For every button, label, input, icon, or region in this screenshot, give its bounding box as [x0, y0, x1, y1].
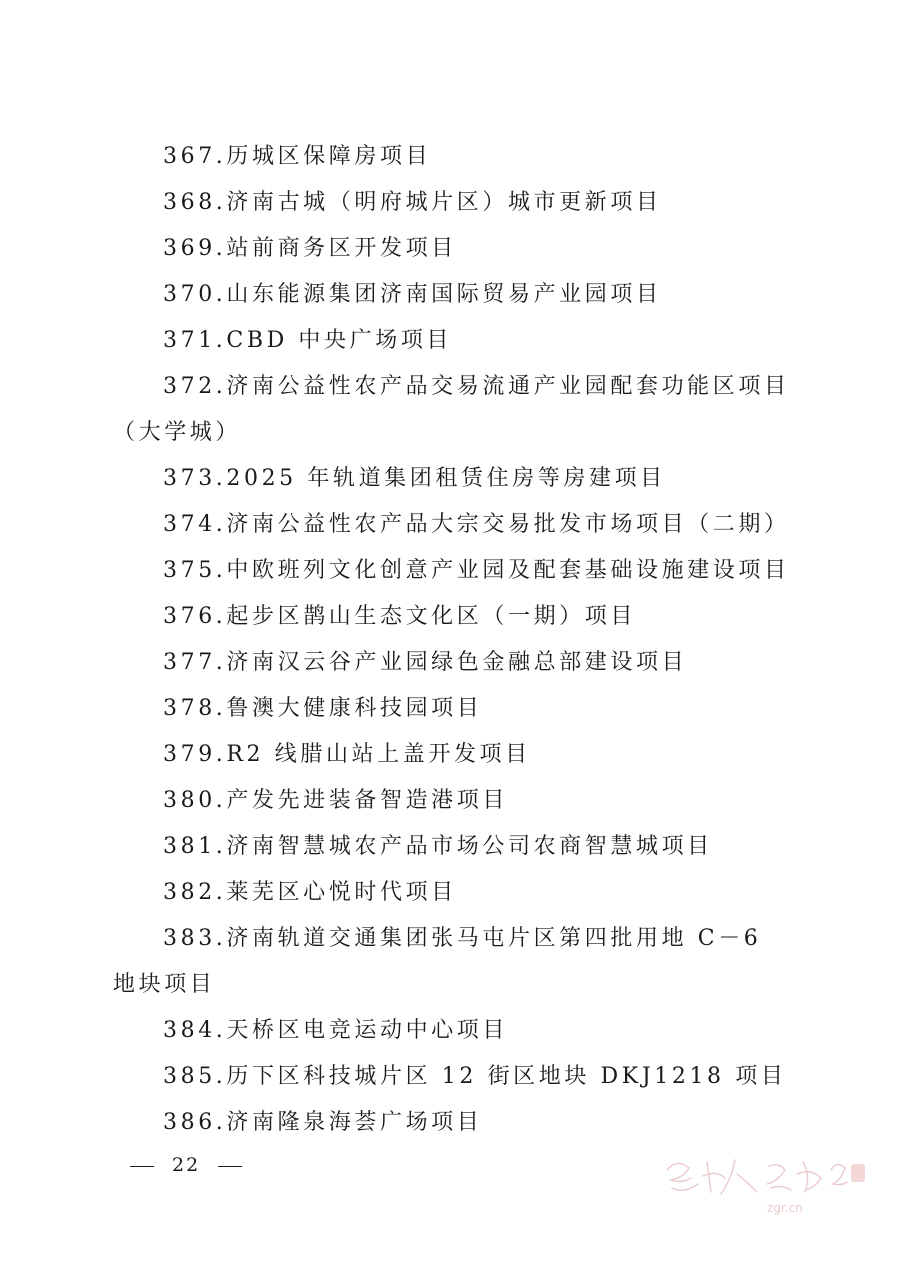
list-item: 377.济南汉云谷产业园绿色金融总部建设项目 — [163, 650, 688, 675]
list-item: 379.R2 线腊山站上盖开发项目 — [163, 742, 531, 767]
list-item: 374.济南公益性农产品大宗交易批发市场项目（二期） — [163, 512, 790, 537]
list-item: 367.历城区保障房项目 — [163, 144, 432, 169]
footer-dash-right — [218, 1166, 242, 1167]
list-item: 370.山东能源集团济南国际贸易产业园项目 — [163, 282, 662, 307]
list-item: 376.起步区鹊山生态文化区（一期）项目 — [163, 604, 636, 629]
list-item: 383.济南轨道交通集团张马屯片区第四批用地 C－6 地块项目 — [113, 926, 762, 997]
list-item: 382.莱芜区心悦时代项目 — [163, 880, 457, 905]
list-item: 372.济南公益性农产品交易流通产业园配套功能区项目（大学城） — [113, 374, 790, 445]
list-item: 384.天桥区电竞运动中心项目 — [163, 1018, 508, 1043]
project-list — [113, 134, 797, 1146]
list-item: 378.鲁澳大健康科技园项目 — [163, 696, 483, 721]
list-item: 381.济南智慧城农产品市场公司农商智慧城项目 — [163, 834, 713, 859]
list-item: 386.济南隆泉海荟广场项目 — [163, 1110, 483, 1135]
footer-dash-left — [130, 1166, 154, 1167]
page-number: 22 — [172, 1154, 201, 1176]
list-item: 380.产发先进装备智造港项目 — [163, 788, 508, 813]
list-item: 373.2025 年轨道集团租赁住房等房建项目 — [163, 466, 666, 491]
list-item: 385.历下区科技城片区 12 街区地块 DKJ1218 项目 — [163, 1064, 787, 1089]
list-item: 375.中欧班列文化创意产业园及配套基础设施建设项目 — [163, 558, 790, 583]
watermark-logo — [647, 1140, 877, 1220]
watermark-url: zgr.cn — [767, 1201, 803, 1215]
page-footer — [120, 1154, 252, 1176]
list-item: 371.CBD 中央广场项目 — [163, 328, 453, 353]
list-item: 368.济南古城（明府城片区）城市更新项目 — [163, 190, 662, 215]
seal-stamp — [851, 1164, 865, 1182]
list-item: 369.站前商务区开发项目 — [163, 236, 457, 261]
